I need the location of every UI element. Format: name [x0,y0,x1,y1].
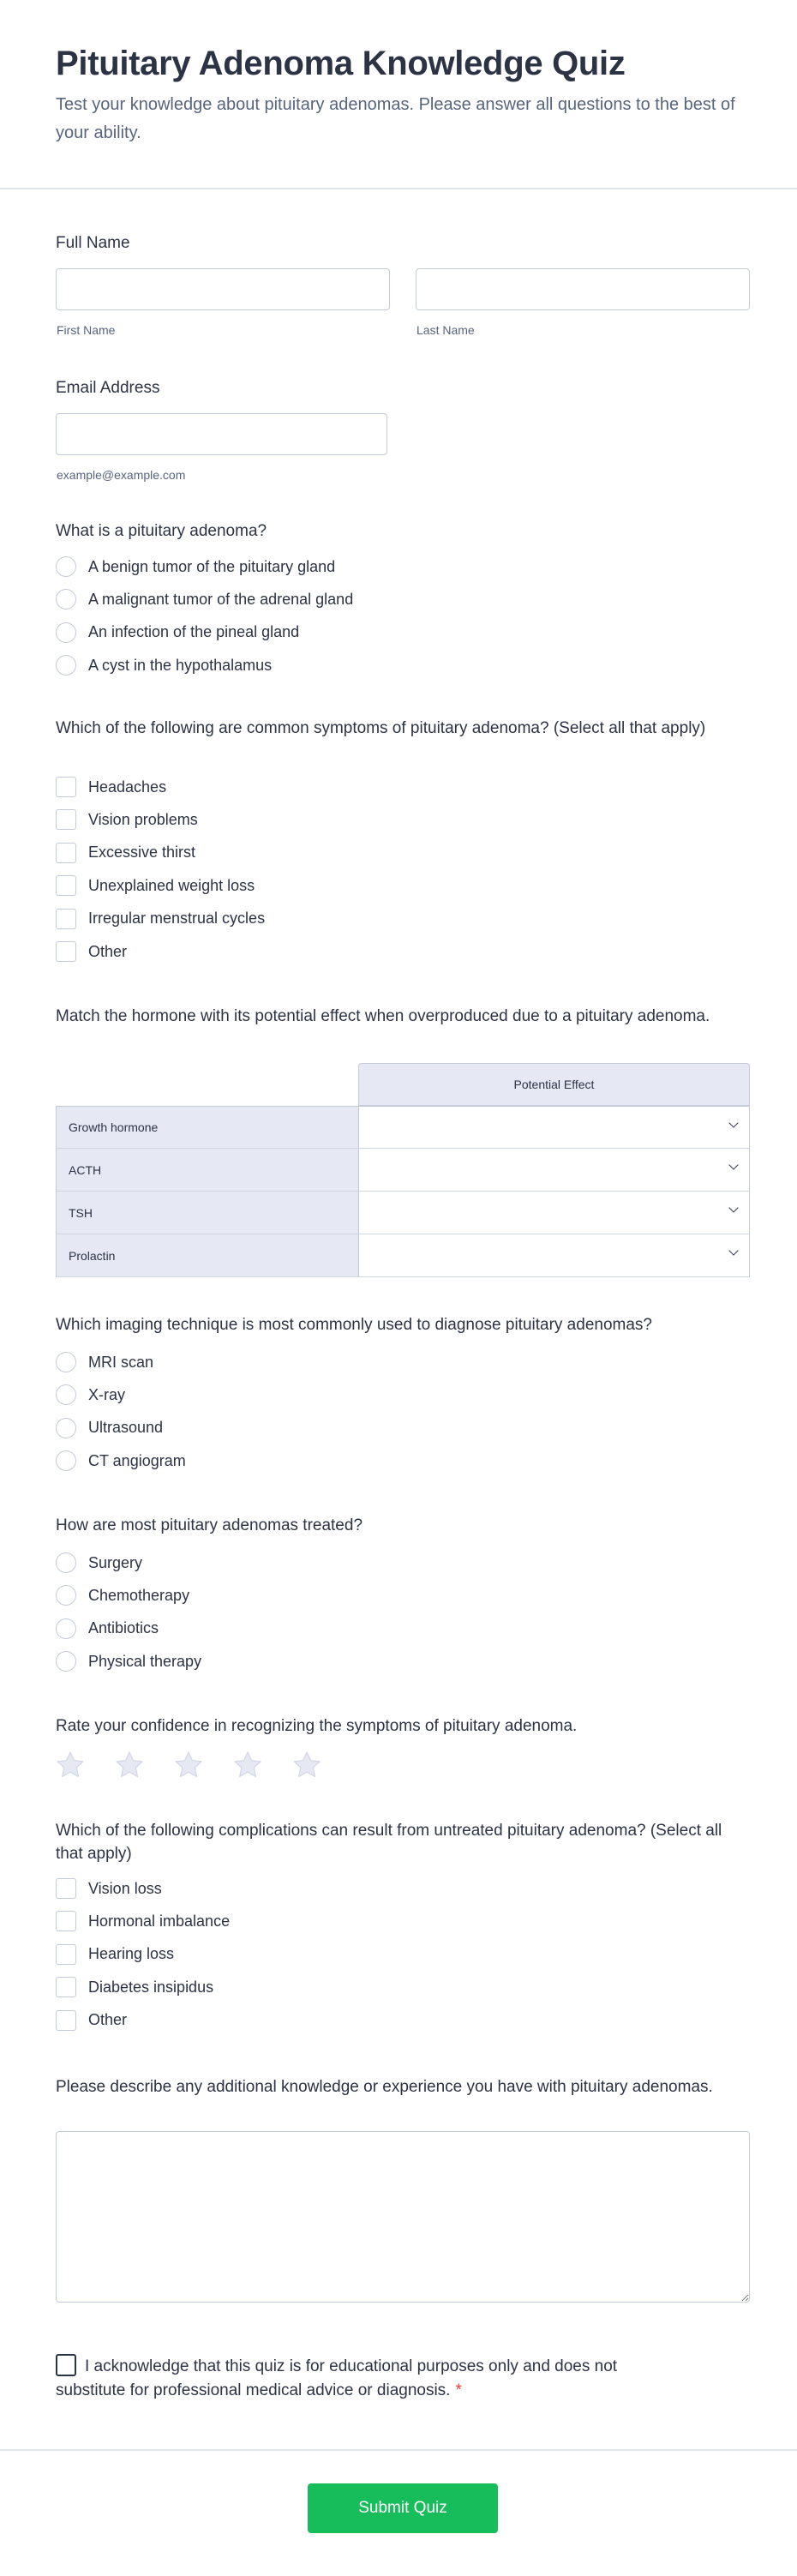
q5-option[interactable] [56,1582,189,1608]
q2-option[interactable] [56,774,166,800]
option-label: Chemotherapy [88,1586,190,1604]
chevron-down-icon [728,1246,738,1255]
radio-button[interactable] [56,589,76,609]
checkbox[interactable] [56,909,76,929]
checkbox[interactable] [56,1977,76,1997]
option-label: A malignant tumor of the adrenal gland [88,590,354,608]
first-name-hint: First Name [57,323,116,337]
radio-button[interactable] [56,1552,76,1573]
option-label: Hearing loss [88,1945,175,1963]
option-label: Hormonal imbalance [88,1912,231,1930]
checkbox[interactable] [56,2010,76,2031]
additional-knowledge-textarea[interactable] [56,2131,750,2303]
q2-label: Which of the following are common symptoms of pituitary adenoma? (Select all that apply) [56,719,706,737]
option-label: CT angiogram [88,1451,186,1469]
radio-button[interactable] [56,1618,76,1639]
q3-label: Match the hormone with its potential effect when overproduced due to a pituitary adenoma. [56,1007,710,1025]
q5-option[interactable] [56,1616,159,1642]
last-name-input[interactable] [416,268,750,310]
q2-option[interactable] [56,840,195,866]
chevron-down-icon [728,1203,738,1212]
matrix-row-label: ACTH [56,1149,358,1192]
q7-option[interactable] [56,2008,127,2033]
star-icon[interactable] [291,1749,323,1781]
option-label: A cyst in the hypothalamus [88,656,273,674]
radio-button[interactable] [56,1418,76,1438]
q4-option[interactable] [56,1448,186,1474]
radio-button[interactable] [56,622,76,643]
radio-button[interactable] [56,1352,76,1372]
chevron-down-icon [728,1160,738,1169]
option-label: Surgery [88,1553,143,1571]
q7-option[interactable] [56,1908,230,1934]
q7-option[interactable] [56,1876,162,1901]
option-label: Excessive thirst [88,844,196,862]
option-label: Other [88,942,128,960]
last-name-hint: Last Name [416,323,475,337]
option-label: Headaches [88,778,167,796]
radio-button[interactable] [56,655,76,676]
option-label: MRI scan [88,1353,154,1371]
divider [0,188,797,189]
star-icon[interactable] [231,1749,264,1781]
q7-option[interactable] [56,1942,174,1967]
option-label: A benign tumor of the pituitary gland [88,557,336,575]
star-icon[interactable] [172,1749,205,1781]
q4-option[interactable] [56,1382,125,1408]
q4-option[interactable] [56,1349,153,1375]
matrix-row-label: Growth hormone [56,1107,358,1149]
matrix-row [56,1192,750,1234]
option-label: Ultrasound [88,1419,164,1437]
email-hint: example@example.com [57,468,186,482]
q2-option[interactable] [56,873,255,898]
matrix-row [56,1106,750,1149]
full-name-label: Full Name [56,234,130,252]
q5-option[interactable] [56,1648,201,1674]
q1-label: What is a pituitary adenoma? [56,522,267,540]
checkbox[interactable] [56,1878,76,1899]
q4-option[interactable] [56,1415,163,1441]
radio-button[interactable] [56,1450,76,1471]
matrix-row-label: TSH [56,1192,358,1234]
q1-option[interactable] [56,652,272,678]
checkbox[interactable] [56,875,76,896]
first-name-input[interactable] [56,268,390,310]
option-label: Antibiotics [88,1619,159,1637]
q6-label: Rate your confidence in recognizing the symptoms of pituitary adenoma. [56,1717,578,1735]
q5-option[interactable] [56,1550,142,1576]
option-label: X-ray [88,1385,126,1403]
acknowledge-text: I acknowledge that this quiz is for educational purposes only and does not substitute for professional medical advice or diagnosis. [56,2357,618,2399]
radio-button[interactable] [56,1384,76,1405]
email-label: Email Address [56,379,160,397]
option-label: Physical therapy [88,1652,202,1670]
q5-label: How are most pituitary adenomas treated? [56,1516,363,1534]
page-subtitle: Test your knowledge about pituitary adenomas. Please answer all questions to the best of your ability. [56,95,735,142]
chevron-down-icon [728,1118,738,1127]
q2-option[interactable] [56,807,198,832]
q2-option[interactable] [56,906,265,932]
submit-button[interactable]: Submit Quiz [308,2483,498,2533]
email-input[interactable] [56,413,387,455]
q8-label: Please describe any additional knowledge or experience you have with pituitary adenomas. [56,2078,713,2096]
matrix-row [56,1149,750,1192]
star-icon[interactable] [54,1749,87,1781]
footer-divider [0,2449,797,2451]
q1-option[interactable] [56,586,353,612]
option-label: Vision problems [88,810,198,828]
q7-option[interactable] [56,1974,213,2000]
matrix-row-label: Prolactin [56,1234,358,1277]
acknowledgement [56,2354,673,2403]
option-label: Diabetes insipidus [88,1978,214,1996]
star-icon[interactable] [113,1749,146,1781]
checkbox[interactable] [56,809,76,830]
radio-button[interactable] [56,556,76,577]
radio-button[interactable] [56,1585,76,1606]
q2-option[interactable] [56,939,127,964]
effect-dropdown[interactable] [358,1234,750,1277]
matrix-row [56,1234,750,1277]
q1-option[interactable] [56,620,299,646]
option-label: Irregular menstrual cycles [88,910,266,928]
checkbox[interactable] [56,777,76,797]
option-label: Other [88,2011,128,2029]
option-label: An infection of the pineal gland [88,623,300,641]
checkbox[interactable] [56,1911,76,1931]
q1-option[interactable] [56,554,335,579]
matrix-column-header: Potential Effect [358,1063,750,1106]
effect-dropdown[interactable] [358,1149,750,1192]
q4-label: Which imaging technique is most commonly used to diagnose pituitary adenomas? [56,1316,652,1334]
checkbox[interactable] [56,941,76,962]
effect-dropdown[interactable] [358,1107,750,1149]
option-label: Vision loss [88,1879,162,1897]
radio-button[interactable] [56,1651,76,1672]
effect-dropdown[interactable] [358,1192,750,1234]
checkbox[interactable] [56,843,76,863]
required-mark: * [455,2381,462,2399]
q7-label: Which of the following complications can result from untreated pituitary adenoma? (Select all that apply) [56,1822,722,1863]
option-label: Unexplained weight loss [88,876,255,894]
star-rating [54,1749,323,1781]
checkbox[interactable] [56,1944,76,1965]
page-title: Pituitary Adenoma Knowledge Quiz [56,45,626,82]
acknowledge-checkbox[interactable] [56,2354,76,2376]
